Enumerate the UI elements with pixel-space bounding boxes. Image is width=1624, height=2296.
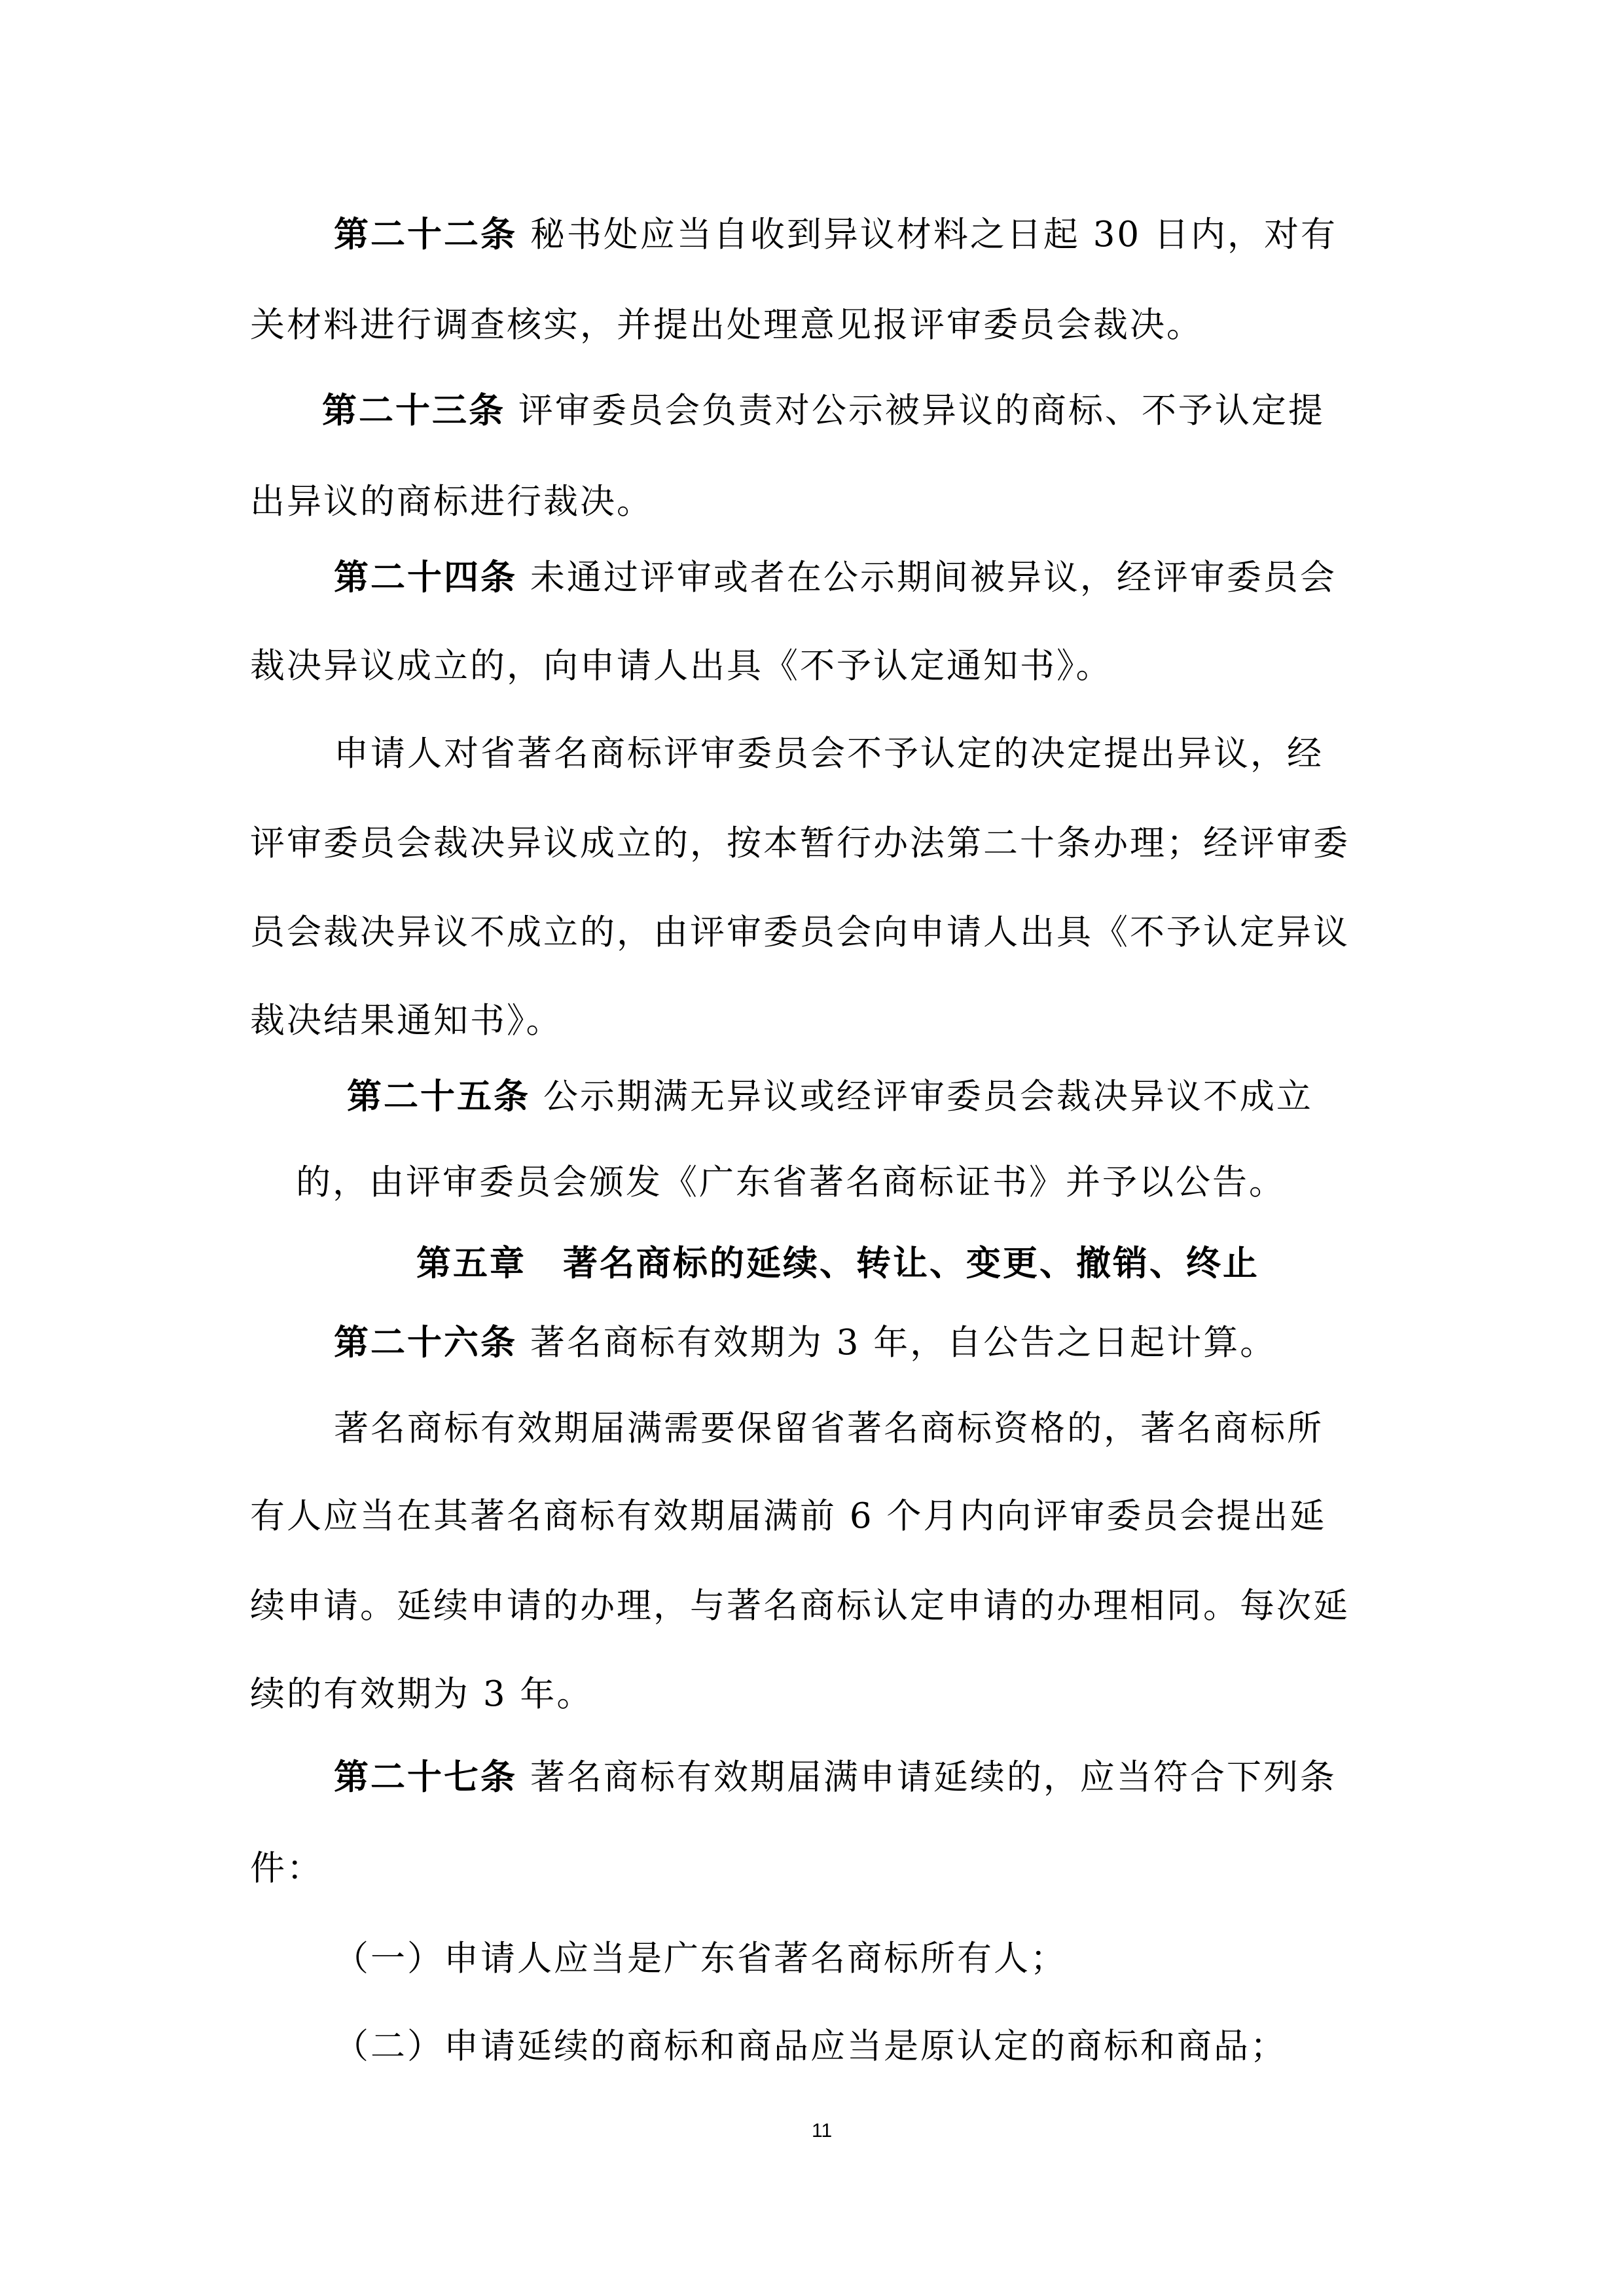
article-25-heading: 第二十五条	[347, 1076, 530, 1117]
article-26-para2-line-1: 著名商标有效期届满需要保留省著名商标资格的，著名商标所	[334, 1408, 1324, 1448]
article-22-text-1: 秘书处应当自收到异议材料之日起 30 日内，对有	[530, 215, 1337, 255]
article-24-para2-line-2: 评审委员会裁决异议成立的，按本暂行办法第二十条办理；经评审委	[250, 823, 1350, 863]
article-27-line-1	[334, 1754, 1337, 1801]
article-24-heading: 第二十四条	[334, 557, 517, 598]
article-24-line-1	[334, 554, 1337, 601]
article-27-text-1: 著名商标有效期届满申请延续的，应当符合下列条	[530, 1757, 1337, 1797]
article-26-para2-line-2: 有人应当在其著名商标有效期届满前 6 个月内向评审委员会提出延	[250, 1496, 1327, 1536]
article-27-item-2: （二）申请延续的商标和商品应当是原认定的商标和商品；	[334, 2026, 1287, 2066]
article-22-heading: 第二十二条	[334, 214, 517, 255]
article-23-line-1	[322, 387, 1325, 434]
article-25-line-2: 的，由评审委员会颁发《广东省著名商标证书》并予以公告。	[296, 1162, 1286, 1202]
article-23-line-2: 出异议的商标进行裁决。	[250, 482, 653, 522]
article-26-heading: 第二十六条	[334, 1322, 517, 1363]
article-23-heading: 第二十三条	[322, 390, 505, 431]
page-number: 11	[812, 2120, 833, 2142]
article-26-para2-line-3: 续申请。延续申请的办理，与著名商标认定申请的办理相同。每次延	[250, 1586, 1350, 1626]
article-25-text-1: 公示期满无异议或经评审委员会裁决异议不成立	[543, 1077, 1313, 1117]
chapter-5-title: 第五章 著名商标的延续、转让、变更、撤销、终止	[416, 1243, 1259, 1283]
article-24-line-2: 裁决异议成立的，向申请人出具《不予认定通知书》。	[250, 646, 1113, 686]
article-27-heading: 第二十七条	[334, 1757, 517, 1797]
article-23-text-1: 评审委员会负责对公示被异议的商标、不予认定提	[518, 391, 1325, 431]
article-26-para2-line-4: 续的有效期为 3 年。	[250, 1674, 594, 1714]
article-24-para2-line-4: 裁决结果通知书》。	[250, 1001, 563, 1041]
article-22-line-1	[334, 211, 1337, 258]
article-24-para2-line-1: 申请人对省著名商标评审委员会不予认定的决定提出异议，经	[334, 734, 1324, 774]
article-22-line-2: 关材料进行调查核实，并提出处理意见报评审委员会裁决。	[250, 305, 1203, 345]
article-25-line-1	[347, 1073, 1313, 1120]
article-24-text-1: 未通过评审或者在公示期间被异议，经评审委员会	[530, 558, 1337, 598]
article-26-text-1: 著名商标有效期为 3 年，自公告之日起计算。	[530, 1323, 1277, 1363]
article-27-line-2: 件：	[250, 1848, 323, 1888]
article-26-line-1	[334, 1319, 1276, 1366]
article-27-item-1: （一）申请人应当是广东省著名商标所有人；	[334, 1939, 1067, 1979]
article-24-para2-line-3: 员会裁决异议不成立的，由评审委员会向申请人出具《不予认定异议	[250, 912, 1350, 952]
